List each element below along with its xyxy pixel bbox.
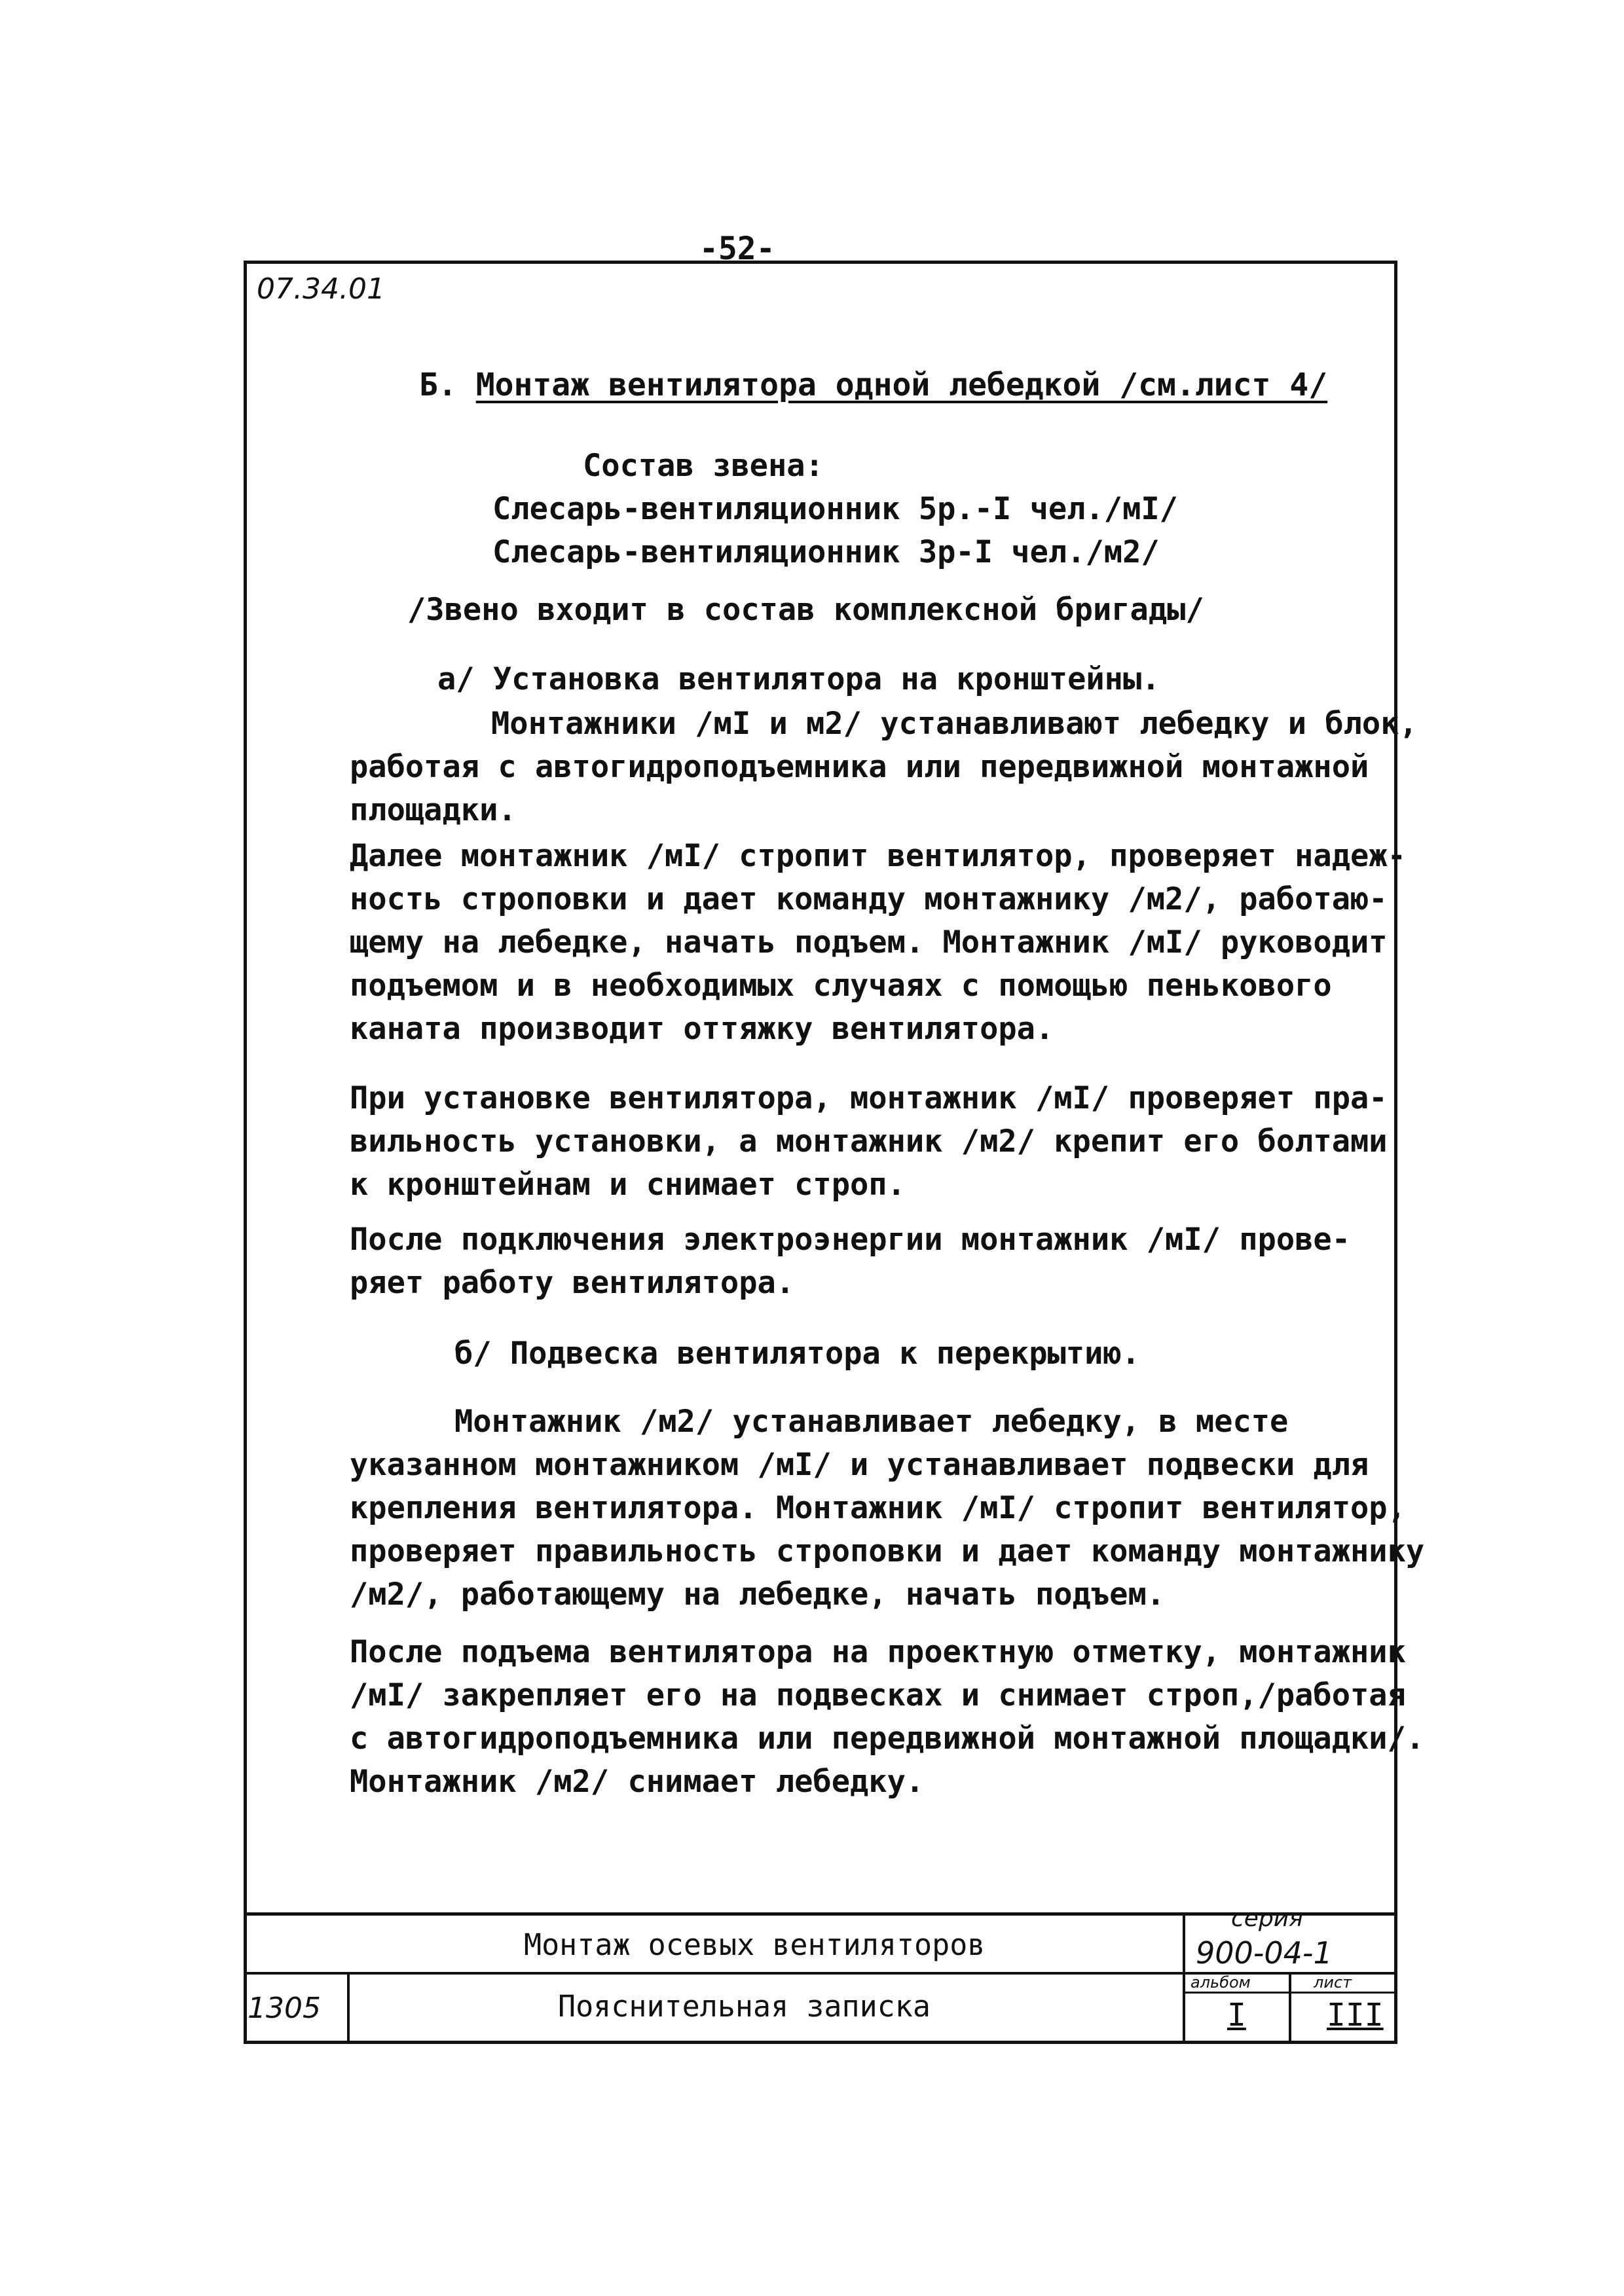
title-block-vertical-rule — [347, 1972, 350, 2044]
text-line: вильность установки, а монтажник /м2/ крепит его болтами — [350, 1123, 1388, 1159]
title-block-title-2: Пояснительная записка — [558, 1989, 931, 2024]
text-line: с автогидроподъемника или передвижной монтажной площадки/. — [350, 1721, 1425, 1757]
section-title-text: Монтаж вентилятора одной лебедкой /см.лист 4/ — [475, 367, 1328, 403]
text-line: После подъема вентилятора на проектную отметку, монтажник — [350, 1634, 1406, 1670]
text-line: проверяет правильность строповки и дает команду монтажнику — [350, 1533, 1425, 1569]
document-code: 07.34.01 — [257, 272, 385, 306]
text-line: /мI/ закрепляет его на подвесках и снимает строп,/работая — [350, 1677, 1406, 1713]
text-line: /м2/, работающему на лебедке, начать подъем. — [350, 1576, 1166, 1613]
text-line: щему на лебедке, начать подъем. Монтажник /мI/ руководит — [350, 924, 1388, 960]
text-line: каната производит оттяжку вентилятора. — [350, 1011, 1054, 1047]
inventory-number: 1305 — [248, 1992, 321, 2025]
text-line: к кронштейнам и снимает строп. — [350, 1167, 906, 1203]
title-block-top-rule — [244, 1912, 1397, 1916]
series-label: серия — [1231, 1905, 1303, 1932]
series-value: 900-04-1 — [1196, 1935, 1333, 1971]
text-line: ряет работу вентилятора. — [350, 1265, 795, 1301]
text-line: подъемом и в необходимых случаях с помощью пенькового — [350, 968, 1332, 1004]
sheet-value: III — [1327, 1997, 1384, 2033]
text-line: ность строповки и дает команду монтажнику /м2/, работаю- — [350, 881, 1388, 917]
part-b-heading: б/ Подвеска вентилятора к перекрытию. — [454, 1336, 1140, 1372]
page-number: -52- — [699, 230, 775, 267]
text-line: При установке вентилятора, монтажник /мI/ проверяет пра- — [350, 1080, 1388, 1116]
title-block-vertical-rule — [1289, 1972, 1291, 2044]
section-prefix: Б. — [419, 367, 457, 403]
title-block-label-rule — [1183, 1992, 1397, 1994]
text-line: После подключения электроэнергии монтажник /мI/ прове- — [350, 1222, 1351, 1258]
title-block-title-1: Монтаж осевых вентиляторов — [524, 1927, 986, 1962]
team-heading: Состав звена: — [583, 448, 824, 484]
text-line: Монтажники /мI и м2/ устанавливают лебедку и блок, — [491, 706, 1418, 742]
album-label: альбом — [1190, 1973, 1251, 1992]
team-member-1: Слесарь-вентиляционник 5р.-I чел./мI/ — [492, 491, 1178, 527]
text-line: площадки. — [350, 792, 517, 828]
part-a-heading: а/ Установка вентилятора на кронштейны. — [437, 661, 1160, 697]
text-line: крепления вентилятора. Монтажник /мI/ стропит вентилятор, — [350, 1490, 1406, 1526]
title-block-vertical-rule — [1183, 1912, 1185, 2044]
text-line: работая с автогидроподъемника или передвижной монтажной — [350, 749, 1369, 785]
text-line: Далее монтажник /мI/ стропит вентилятор, проверяет надеж- — [350, 838, 1406, 874]
text-line: указанном монтажником /мI/ и устанавливает подвески для — [350, 1447, 1369, 1483]
album-value: I — [1227, 1997, 1246, 2033]
team-member-2: Слесарь-вентиляционник 3р-I чел./м2/ — [492, 534, 1160, 570]
sheet-label: лист — [1314, 1973, 1352, 1992]
text-line: Монтажник /м2/ устанавливает лебедку, в месте — [454, 1404, 1289, 1440]
text-line: Монтажник /м2/ снимает лебедку. — [350, 1764, 925, 1800]
section-title — [419, 367, 1327, 403]
team-note: /Звено входит в состав комплексной бригады/ — [407, 592, 1204, 628]
